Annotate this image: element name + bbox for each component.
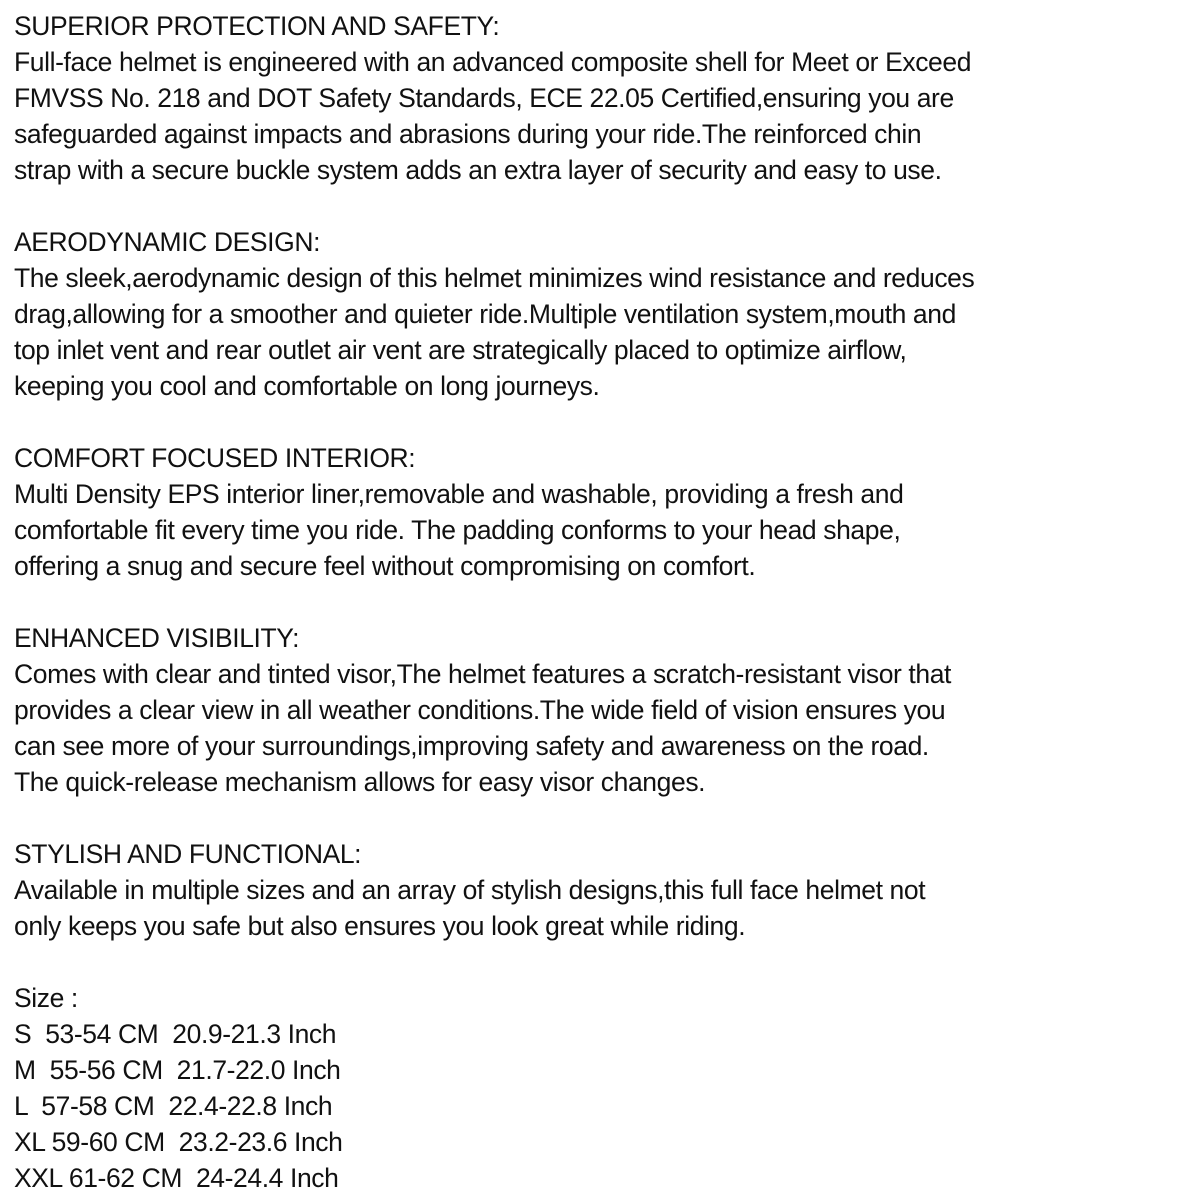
text-line: provides a clear view in all weather conditions.The wide field of vision ensures you	[14, 695, 946, 725]
description-section	[14, 836, 1190, 944]
text-line: strap with a secure buckle system adds an extra layer of security and easy to use.	[14, 155, 942, 185]
text-line: XL 59-60 CM 23.2-23.6 Inch	[14, 1127, 343, 1157]
section-heading: AERODYNAMIC DESIGN:	[14, 227, 321, 257]
text-line: top inlet vent and rear outlet air vent are strategically placed to optimize airflow,	[14, 335, 907, 365]
description-section	[14, 8, 1190, 188]
text-line: Available in multiple sizes and an array of stylish designs,this full face helmet not	[14, 875, 926, 905]
text-line: M 55-56 CM 21.7-22.0 Inch	[14, 1055, 341, 1085]
text-line: FMVSS No. 218 and DOT Safety Standards, ECE 22.05 Certified,ensuring you are	[14, 83, 954, 113]
description-section	[14, 224, 1190, 404]
text-line: keeping you cool and comfortable on long journeys.	[14, 371, 600, 401]
description-sections	[14, 8, 1190, 1196]
text-line: The sleek,aerodynamic design of this helmet minimizes wind resistance and reduces	[14, 263, 975, 293]
text-line: L 57-58 CM 22.4-22.8 Inch	[14, 1091, 333, 1121]
description-section	[14, 620, 1190, 800]
section-heading: STYLISH AND FUNCTIONAL:	[14, 839, 362, 869]
text-line: Full-face helmet is engineered with an advanced composite shell for Meet or Exceed	[14, 47, 972, 77]
description-section	[14, 980, 1190, 1196]
description-section	[14, 440, 1190, 584]
text-line: S 53-54 CM 20.9-21.3 Inch	[14, 1019, 337, 1049]
text-line: offering a snug and secure feel without compromising on comfort.	[14, 551, 756, 581]
text-line: safeguarded against impacts and abrasions during your ride.The reinforced chin	[14, 119, 922, 149]
text-line: Comes with clear and tinted visor,The helmet features a scratch-resistant visor that	[14, 659, 952, 689]
text-line: comfortable fit every time you ride. The padding conforms to your head shape,	[14, 515, 901, 545]
text-line: can see more of your surroundings,improving safety and awareness on the road.	[14, 731, 929, 761]
text-line: The quick-release mechanism allows for easy visor changes.	[14, 767, 706, 797]
section-heading: COMFORT FOCUSED INTERIOR:	[14, 443, 416, 473]
text-line: Multi Density EPS interior liner,removable and washable, providing a fresh and	[14, 479, 904, 509]
text-line: only keeps you safe but also ensures you look great while riding.	[14, 911, 746, 941]
text-line: XXL 61-62 CM 24-24.4 Inch	[14, 1163, 339, 1193]
section-heading: Size :	[14, 983, 78, 1013]
section-heading: SUPERIOR PROTECTION AND SAFETY:	[14, 11, 500, 41]
section-heading: ENHANCED VISIBILITY:	[14, 623, 300, 653]
text-line: drag,allowing for a smoother and quieter ride.Multiple ventilation system,mouth and	[14, 299, 956, 329]
